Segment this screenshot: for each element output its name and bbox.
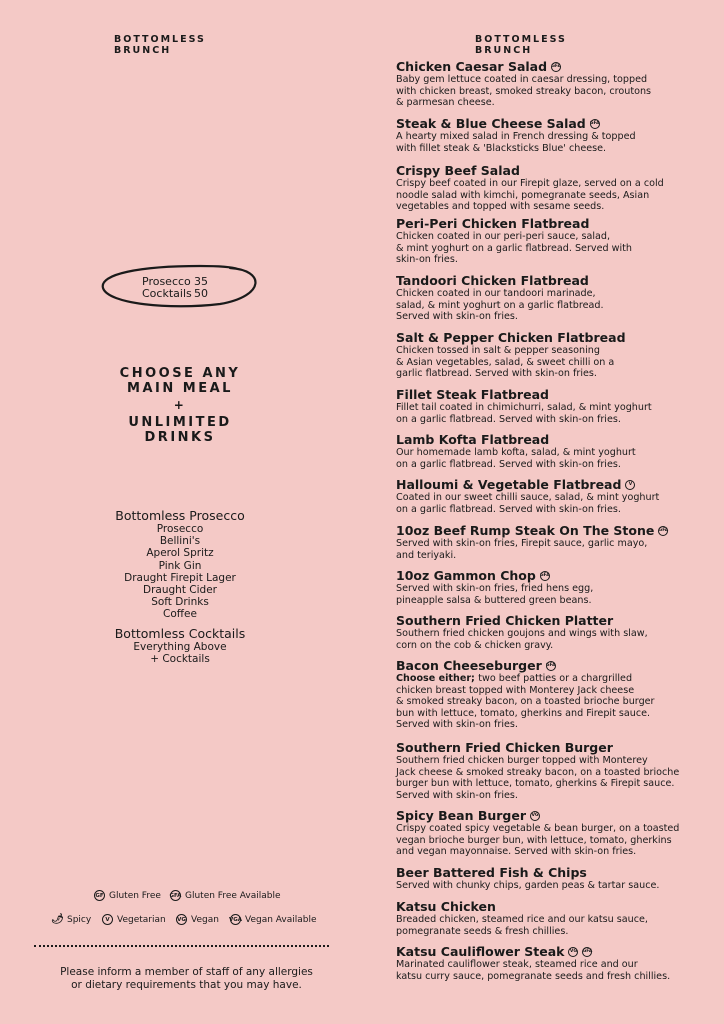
gluten-free-available-icon: GFA (546, 661, 556, 671)
menu-item-description: Jack cheese & smoked streaky bacon, on a toasted brioche (396, 766, 680, 778)
headline-line: DRINKS (144, 430, 216, 445)
allergy-notice (34, 966, 339, 992)
menu-item-description: & Asian vegetables, salad, & sweet chilli on a (396, 356, 615, 368)
menu-item-description: Southern fried chicken burger topped with Monterey (396, 755, 648, 766)
notice-line: or dietary requirements that you may have. (71, 979, 302, 991)
gluten-free-available-icon: GFA (582, 947, 592, 957)
legend-spicy (52, 914, 91, 925)
gluten-free-icon: GF (94, 890, 105, 901)
menu-item-name (396, 899, 696, 914)
menu-item-title: 10oz Beef Rump Steak On The Stone (396, 523, 655, 538)
menu-item-title: Bacon Cheeseburger (396, 658, 542, 673)
headline-line: MAIN MEAL (127, 381, 233, 396)
price-oval (100, 262, 265, 308)
choose-either-label: Choose either; (396, 673, 479, 684)
menu-item-description: Crispy coated spicy vegetable & bean burger, on a toasted (396, 823, 680, 834)
drink-item: Draught Firepit Lager (124, 571, 236, 584)
drink-item: Draught Cider (143, 584, 217, 597)
menu-item-description: Served with chunky chips, garden peas & tartar sauce. (396, 880, 660, 891)
vegetarian-icon: V (625, 480, 635, 490)
price-value: 35 (194, 275, 208, 288)
gluten-free-available-icon: GFA (540, 571, 550, 581)
drink-item: Soft Drinks (151, 596, 209, 609)
menu-item-description: on a garlic flatbread. Served with skin-on fries. (396, 458, 621, 470)
menu-item (396, 899, 696, 937)
menu-item-name (396, 808, 696, 823)
menu-item (396, 387, 696, 425)
menu-item-description: vegan brioche burger bun, with lettuce, tomato, gherkins (396, 834, 672, 846)
menu-item-name (396, 658, 696, 673)
menu-item-name (396, 273, 696, 288)
menu-item-name (396, 387, 696, 402)
menu-item-description: Served with skin-on fries, fried hens egg, (396, 583, 594, 594)
menu-item-description: noodle salad with kimchi, pomegranate seeds, Asian (396, 189, 650, 201)
menu-item-description: Chicken coated in our peri-peri sauce, salad, (396, 231, 611, 242)
vegan-available-icon: VGA (230, 914, 241, 925)
menu-item-description: on a garlic flatbread. Served with skin-on fries. (396, 503, 621, 515)
drink-item: + Cocktails (150, 653, 210, 666)
headline-line: UNLIMITED (128, 415, 232, 430)
legend-vegan-available (230, 914, 317, 925)
legend-label: Spicy (67, 914, 92, 925)
menu-item-name (396, 59, 696, 74)
menu-item-description: & smoked streaky bacon, on a toasted brioche burger (396, 696, 655, 708)
headline-plus: + (173, 398, 187, 412)
menu-item-description: chicken breast topped with Monterey Jack cheese (396, 684, 635, 696)
menu-item-title: Southern Fried Chicken Platter (396, 613, 614, 628)
menu-item-name (396, 740, 696, 755)
legend-vegan (176, 914, 219, 925)
menu-item-description: Served with skin-on fries. (396, 311, 518, 323)
menu-item-description: Served with skin-on fries. (396, 789, 518, 801)
menu-item-description: Baby gem lettuce coated in caesar dressing, topped (396, 74, 648, 85)
offer-headline (80, 366, 280, 445)
menu-item-name (396, 216, 696, 231)
drink-item: Bellini's (159, 535, 201, 548)
menu-item-name (396, 613, 696, 628)
menu-item (396, 523, 696, 561)
notice-line: Please inform a member of staff of any allergies (60, 966, 313, 978)
menu-item (396, 432, 696, 470)
menu-item-description: skin-on fries. (396, 254, 458, 266)
menu-item-description: burger bun with lettuce, tomato, gherkins & Firepit sauce. (396, 778, 675, 790)
drink-item: Pink Gin (158, 559, 202, 572)
menu-item-description: corn on the cob & chicken gravy. (396, 639, 554, 651)
legend-gluten-free-available (170, 890, 281, 901)
menu-item-name (396, 865, 696, 880)
menu-item (396, 59, 696, 109)
drink-item: Aperol Spritz (146, 547, 214, 560)
gluten-free-available-icon: GFA (658, 526, 668, 536)
menu-item-name (396, 477, 696, 492)
menu-item-title: Chicken Caesar Salad (396, 59, 548, 74)
menu-item-title: Crispy Beef Salad (396, 163, 520, 178)
section-title: Bottomless Prosecco (115, 508, 245, 523)
menu-item-description: Chicken tossed in salt & pepper seasoning (396, 345, 600, 356)
menu-item-description: Chicken coated in our tandoori marinade, (396, 288, 596, 299)
menu-item-description: pineapple salsa & buttered green beans. (396, 594, 592, 606)
legend-label: Vegetarian (117, 914, 166, 925)
menu-item-description: vegetables and topped with sesame seeds. (396, 201, 605, 213)
menu-item-description: Served with skin-on fries. (396, 719, 518, 731)
menu-item-title: Katsu Cauliflower Steak (396, 944, 565, 959)
menu-item (396, 273, 696, 323)
menu-item-title: Spicy Bean Burger (396, 808, 527, 823)
vegan-icon: VG (176, 914, 187, 925)
menu-item-description: Southern fried chicken goujons and wings with slaw, (396, 628, 648, 639)
drink-item: Coffee (163, 608, 197, 621)
menu-item-title: Fillet Steak Flatbread (396, 387, 549, 402)
dotted-divider (34, 945, 329, 947)
menu-item-description: Coated in our sweet chilli sauce, salad, & mint yoghurt (396, 492, 660, 503)
price-label: Prosecco (142, 275, 191, 288)
menu-item-title: Peri-Peri Chicken Flatbread (396, 216, 590, 231)
vegan-icon: VG (568, 947, 578, 957)
menu-item (396, 865, 696, 892)
menu-item-description: A hearty mixed salad in French dressing & topped (396, 131, 636, 142)
menu-item-title: Salt & Pepper Chicken Flatbread (396, 330, 626, 345)
menu-item (396, 808, 696, 858)
section-title: Bottomless Cocktails (114, 626, 246, 641)
menu-item-description: Fillet tail coated in chimichurri, salad, & mint yoghurt (396, 402, 652, 413)
menu-item-title: Beer Battered Fish & Chips (396, 865, 587, 880)
menu-item-description: salad, & mint yoghurt on a garlic flatbread. (396, 299, 604, 311)
menu-item-name (396, 944, 696, 959)
menu-item-description: and teriyaki. (396, 549, 457, 561)
menu-item-description: Breaded chicken, steamed rice and our katsu sauce, (396, 914, 648, 925)
bottomless-prosecco-section (80, 508, 280, 621)
legend-gluten-free (94, 890, 161, 901)
right-header-title: BOTTOMLESS BRUNCH (475, 34, 567, 56)
gluten-free-available-icon: GFA (590, 119, 600, 129)
menu-item-description: & parmesan cheese. (396, 97, 495, 109)
menu-item-description: on a garlic flatbread. Served with skin-on fries. (396, 413, 621, 425)
menu-item-title: Halloumi & Vegetable Flatbread (396, 477, 622, 492)
menu-item-title: Lamb Kofta Flatbread (396, 432, 550, 447)
menu-item-name (396, 163, 696, 178)
menu-item-name (396, 330, 696, 345)
menu-item-description: katsu curry sauce, pomegranate seeds and fresh chillies. (396, 970, 671, 982)
menu-item (396, 477, 696, 515)
menu-item (396, 740, 696, 801)
menu-item (396, 568, 696, 606)
menu-item (396, 216, 696, 266)
menu-item-name (396, 523, 696, 538)
menu-item-name (396, 568, 696, 583)
menu-item-title: Southern Fried Chicken Burger (396, 740, 613, 755)
vegetarian-icon: V (102, 914, 113, 925)
menu-item (396, 116, 696, 154)
menu-item-name (396, 116, 696, 131)
menu-item (396, 330, 696, 380)
price-label: Cocktails (142, 287, 192, 300)
legend-label: Vegan (191, 914, 219, 925)
menu-item-description: bun with lettuce, tomato, gherkins and Firepit sauce. (396, 707, 651, 719)
menu-item-description: Crispy beef coated in our Firepit glaze, served on a cold (396, 178, 664, 189)
headline-line: CHOOSE ANY (119, 366, 241, 381)
legend-vegetarian (102, 914, 166, 925)
drink-item: Everything Above (133, 641, 227, 653)
menu-item-description: and vegan mayonnaise. Served with skin-on fries. (396, 846, 637, 858)
drink-item: Prosecco (156, 523, 204, 535)
price-value: 50 (194, 287, 208, 300)
menu-item-title: Katsu Chicken (396, 899, 496, 914)
left-header-title: BOTTOMLESS BRUNCH (114, 34, 206, 56)
vegan-icon: VG (530, 811, 540, 821)
menu-item (396, 944, 696, 982)
menu-item-description: Marinated cauliflower steak, steamed rice and our (396, 959, 638, 970)
menu-item-description: pomegranate seeds & fresh chillies. (396, 925, 569, 937)
legend-label: Vegan Available (245, 914, 317, 925)
menu-item-description: with fillet steak & 'Blacksticks Blue' cheese. (396, 142, 607, 154)
menu-item (396, 658, 696, 731)
menu-item-title: Steak & Blue Cheese Salad (396, 116, 586, 131)
menu-item-description: Served with skin-on fries, Firepit sauce, garlic mayo, (396, 538, 648, 549)
legend-label: Gluten Free (109, 890, 161, 901)
menu-item (396, 163, 696, 213)
gluten-free-available-icon: GFA (170, 890, 181, 901)
gluten-free-available-icon: GFA (551, 62, 561, 72)
menu-item-name (396, 432, 696, 447)
menu-item (396, 613, 696, 651)
chili-icon: 🌶 (51, 914, 64, 925)
menu-item-title: Tandoori Chicken Flatbread (396, 273, 589, 288)
price-row-cocktails (142, 287, 208, 300)
menu-item-description: with chicken breast, smoked streaky bacon, croutons (396, 85, 652, 97)
menu-item-description: Our homemade lamb kofta, salad, & mint yoghurt (396, 447, 636, 458)
menu-item-title: 10oz Gammon Chop (396, 568, 536, 583)
menu-item-description: Choose either; two beef patties or a chargrilled (396, 673, 633, 684)
menu-item-description: & mint yoghurt on a garlic flatbread. Served with (396, 242, 632, 254)
legend-label: Gluten Free Available (185, 890, 281, 901)
menu-item-description: garlic flatbread. Served with skin-on fries. (396, 368, 597, 380)
bottomless-cocktails-section (80, 626, 280, 665)
